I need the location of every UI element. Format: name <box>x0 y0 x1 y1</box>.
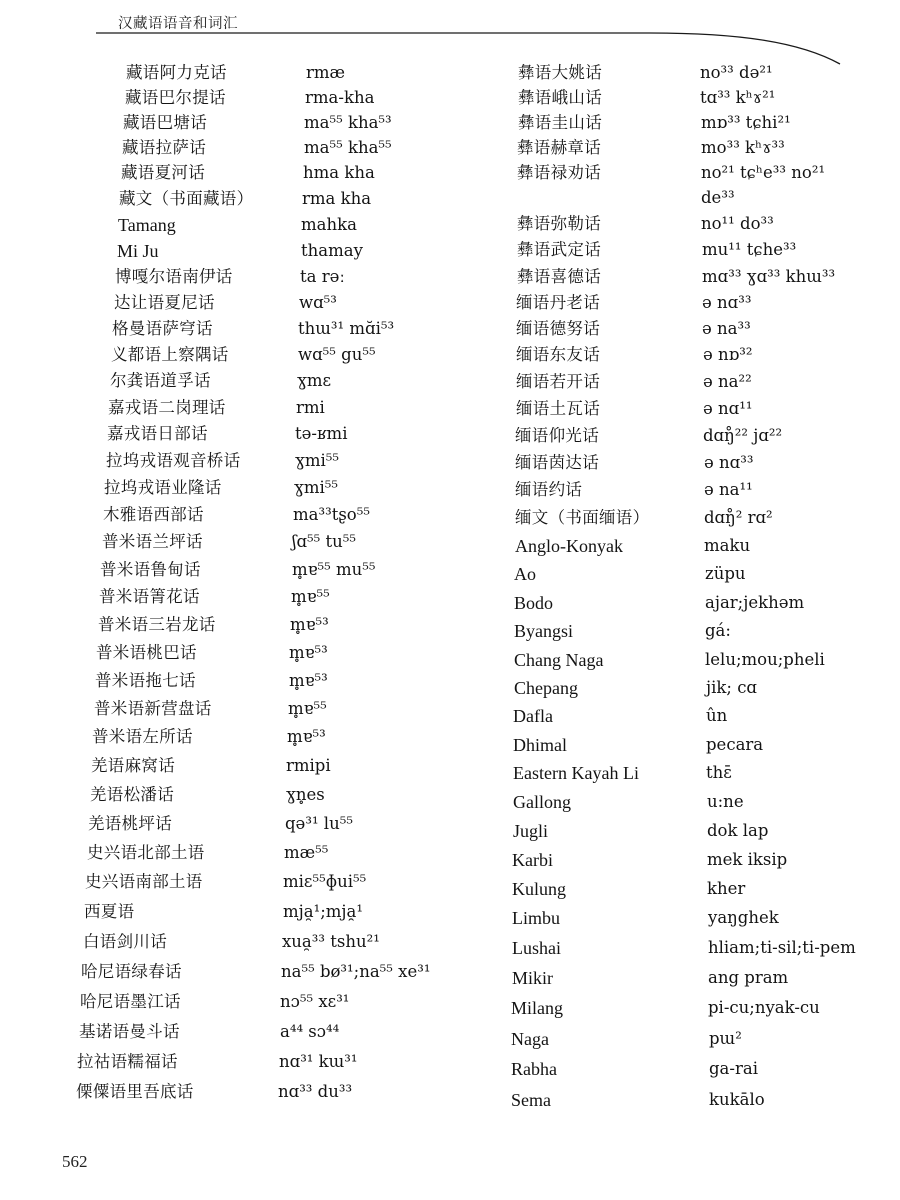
entry-language: Chang Naga <box>514 650 604 670</box>
entry-form: thɯ³¹ mɑ̆i⁵³ <box>298 319 395 338</box>
entry-form: mek iksip <box>707 850 788 869</box>
entry-language: Mikir <box>512 968 554 988</box>
entry-language: Chepang <box>514 678 578 698</box>
entry-language: 哈尼语绿春话 <box>81 962 182 981</box>
entry-language: Tamang <box>118 215 176 235</box>
entry-form: rmipi <box>286 756 331 775</box>
entry-language: Anglo-Konyak <box>515 536 623 556</box>
entry-language: 拉坞戎语业隆话 <box>104 478 222 497</box>
entry-language: 缅语茵达话 <box>515 453 599 472</box>
entry-language: Limbu <box>512 908 560 928</box>
entry-form: jik; cɑ <box>706 678 757 697</box>
entry-language: Dhimal <box>513 735 567 755</box>
entry-form: mja̯¹;mja̯¹ <box>283 902 363 921</box>
entry-form: dɑŋ̊²² jɑ²² <box>703 426 783 445</box>
entry-form: rmi <box>296 398 325 417</box>
entry-language: 义都语上察隅话 <box>111 345 229 364</box>
entry-language: 藏语巴塘话 <box>123 113 207 132</box>
entry-language: 缅语仰光话 <box>515 426 599 445</box>
entry-language: 羌语麻窝话 <box>91 756 175 775</box>
entry-language: 彝语大姚话 <box>518 63 602 82</box>
entry-form: ə na¹¹ <box>704 480 753 499</box>
entry-form: miɛ⁵⁵ɸui⁵⁵ <box>283 872 367 891</box>
entry-form: m̥ɐ⁵³ <box>289 643 328 662</box>
entry-form: mæ⁵⁵ <box>284 843 329 862</box>
entry-language: 史兴语南部土语 <box>85 872 203 891</box>
entry-form: dɑŋ̊² rɑ² <box>704 508 773 527</box>
entry-form: ga-rai <box>709 1059 758 1078</box>
entry-form: a⁴⁴ sɔ⁴⁴ <box>280 1022 340 1041</box>
entry-form: thɛ̄ <box>706 763 732 782</box>
entry-form: no³³ də²¹ <box>700 63 773 82</box>
entry-language: Naga <box>511 1029 549 1049</box>
entry-form: ɣn̥es <box>286 785 325 804</box>
entry-language: 普米语三岩龙话 <box>98 615 216 634</box>
entry-language: 史兴语北部土语 <box>87 843 205 862</box>
entry-language: 彝语喜德话 <box>517 267 601 286</box>
entry-form: nɑ³¹ kɯ³¹ <box>279 1052 358 1071</box>
entry-form: züpu <box>705 564 746 583</box>
entry-language: 彝语禄劝话 <box>517 163 601 182</box>
entry-form: ajar;jekhəm <box>705 593 805 612</box>
entry-language: 缅语德努话 <box>516 319 600 338</box>
entry-form: rma-kha <box>305 88 375 107</box>
entry-language: Rabha <box>511 1059 557 1079</box>
page-number: 562 <box>62 1152 88 1171</box>
entry-form: dok lap <box>707 821 769 840</box>
entry-language: 嘉戎语日部话 <box>107 424 208 443</box>
entry-form: ə nɑ³³ <box>704 453 754 472</box>
entry-form: mu¹¹ tɕhe³³ <box>702 240 797 259</box>
running-head: 汉藏语语音和词汇 <box>118 16 238 32</box>
entry-language: 博嘎尔语南伊话 <box>115 267 233 286</box>
entry-language: Kulung <box>512 879 566 899</box>
entry-form: ə na²² <box>703 372 752 391</box>
entry-form: m̥ɐ⁵⁵ <box>288 699 327 718</box>
entry-language: 藏语阿力克话 <box>126 63 227 82</box>
entry-form: ɣmɛ <box>297 371 332 390</box>
entry-form: xua̯³³ tshu²¹ <box>282 932 380 951</box>
entry-language: 普米语鲁甸话 <box>100 560 201 579</box>
entry-language: 羌语桃坪话 <box>88 814 172 833</box>
entry-language: 普米语箐花话 <box>99 587 200 606</box>
entry-language: 彝语峨山话 <box>518 88 602 107</box>
entry-form: m̥ɐ⁵⁵ mu⁵⁵ <box>292 560 376 579</box>
entry-language: 尔龚语道孚话 <box>110 371 211 390</box>
entry-language: Mi Ju <box>117 241 159 261</box>
entry-language: 缅语若开话 <box>516 372 600 391</box>
entry-language: 缅文（书面缅语） <box>515 508 650 527</box>
entry-language: 缅语土瓦话 <box>516 399 600 418</box>
entry-language: 羌语松潘话 <box>90 785 174 804</box>
entry-language: 白语剑川话 <box>83 932 167 951</box>
entry-language: 藏语夏河话 <box>121 163 205 182</box>
entry-form: thamay <box>301 241 363 260</box>
entry-language: Milang <box>511 998 563 1018</box>
entry-language: Eastern Kayah Li <box>513 763 639 783</box>
entry-language: 缅语东友话 <box>516 345 600 364</box>
entry-form: mɑ³³ ɣɑ³³ khɯ³³ <box>702 267 836 286</box>
entry-form: pecara <box>706 735 764 754</box>
entry-form: qə³¹ lu⁵⁵ <box>285 814 353 833</box>
entry-form: ə nɑ¹¹ <box>703 399 753 418</box>
entry-form: m̥ɐ⁵³ <box>290 615 329 634</box>
entry-language: 拉坞戎语观音桥话 <box>106 451 241 470</box>
entry-form: nɑ³³ du³³ <box>278 1082 353 1101</box>
entry-language: 缅语约话 <box>515 480 583 499</box>
entry-language: 达让语夏尼话 <box>114 293 215 312</box>
entry-form: pɯ² <box>709 1029 742 1048</box>
entry-language: 西夏语 <box>84 902 135 921</box>
entry-form: ang pram <box>708 968 789 987</box>
entry-form: yaŋghek <box>708 908 779 927</box>
entry-language: Ao <box>514 564 536 584</box>
entry-form: mo³³ kʰɤ³³ <box>701 138 785 157</box>
entry-language: 拉祜语糯福话 <box>77 1052 178 1071</box>
entry-form-continuation: de³³ <box>701 188 735 207</box>
entry-form: no¹¹ do³³ <box>701 214 774 233</box>
entry-form: m̥ɐ⁵⁵ <box>291 587 330 606</box>
entry-form: ûn <box>706 706 728 725</box>
entry-form: ɣmi⁵⁵ <box>294 478 339 497</box>
entry-language: 木雅语西部话 <box>103 505 204 524</box>
entry-form: kukālo <box>709 1090 765 1109</box>
entry-language: 格曼语萨穹话 <box>112 319 213 338</box>
entry-form: pi-cu;nyak-cu <box>708 998 820 1017</box>
entry-form: u:ne <box>707 792 744 811</box>
entry-form: mɒ³³ tɕhi²¹ <box>701 113 791 132</box>
entry-form: kher <box>707 879 746 898</box>
entry-form: ma⁵⁵ kha⁵⁵ <box>304 138 392 157</box>
entry-form: tɑ³³ kʰɤ²¹ <box>700 88 776 107</box>
entry-language: Bodo <box>514 593 554 613</box>
entry-form: hliam;ti-sil;ti-pem <box>708 938 856 957</box>
entry-language: Jugli <box>513 821 549 841</box>
entry-form: wɑ⁵⁵ gu⁵⁵ <box>298 345 376 364</box>
entry-language: Karbi <box>512 850 553 870</box>
entry-language: 藏语拉萨话 <box>122 138 206 157</box>
entry-language: 彝语弥勒话 <box>517 214 601 233</box>
entry-form: rmæ <box>306 63 346 82</box>
entry-language: 哈尼语墨江话 <box>80 992 181 1011</box>
entry-language: 基诺语曼斗话 <box>79 1022 180 1041</box>
entry-form: rma kha <box>302 189 372 208</box>
entry-form: mahka <box>301 215 357 234</box>
entry-language: 藏语巴尔提话 <box>125 88 226 107</box>
entry-language: 彝语武定话 <box>517 240 601 259</box>
entry-form: no²¹ tɕʰe³³ no²¹ <box>701 163 826 182</box>
entry-language: 普米语新营盘话 <box>94 699 212 718</box>
entry-form: ma⁵⁵ kha⁵³ <box>304 113 392 132</box>
entry-form: maku <box>704 536 751 555</box>
entry-language: 普米语拖七话 <box>95 671 196 690</box>
entry-form: tə-ʁmi <box>295 424 348 443</box>
entry-language: 普米语左所话 <box>92 727 193 746</box>
entry-language: Byangsi <box>514 621 574 641</box>
entry-form: lelu;mou;pheli <box>705 650 825 669</box>
entry-language: Sema <box>511 1090 551 1110</box>
entry-form: hma kha <box>303 163 375 182</box>
entry-form: ta rəː <box>300 267 345 286</box>
entry-form: ə nɒ³² <box>703 345 753 364</box>
entry-language: 彝语赫章话 <box>517 138 601 157</box>
entry-form: m̥ɐ⁵³ <box>287 727 326 746</box>
entry-form: ɣmi⁵⁵ <box>295 451 340 470</box>
entry-form: wɑ⁵³ <box>299 293 337 312</box>
entry-language: 藏文（书面藏语） <box>119 189 254 208</box>
entry-language: 傈僳语里吾底话 <box>76 1082 194 1101</box>
entry-form: nɔ⁵⁵ xɛ³¹ <box>280 992 350 1011</box>
entry-form: ə nɑ³³ <box>702 293 752 312</box>
entry-form: ma³³tʂo⁵⁵ <box>293 505 370 524</box>
entry-language: Gallong <box>513 792 571 812</box>
entry-form: m̥ɐ⁵³ <box>289 671 328 690</box>
entry-form: gá: <box>705 621 731 640</box>
entry-form: ʃɑ⁵⁵ tu⁵⁵ <box>292 532 357 551</box>
entry-form: ə na³³ <box>702 319 751 338</box>
entry-language: 普米语兰坪话 <box>102 532 203 551</box>
entry-language: Dafla <box>513 706 553 726</box>
entry-language: 嘉戎语二岗理话 <box>108 398 226 417</box>
entry-language: 彝语圭山话 <box>518 113 602 132</box>
entry-form: na⁵⁵ bø³¹;na⁵⁵ xe³¹ <box>281 962 431 981</box>
entry-language: 缅语丹老话 <box>516 293 600 312</box>
entry-language: Lushai <box>512 938 561 958</box>
entry-language: 普米语桃巴话 <box>96 643 197 662</box>
